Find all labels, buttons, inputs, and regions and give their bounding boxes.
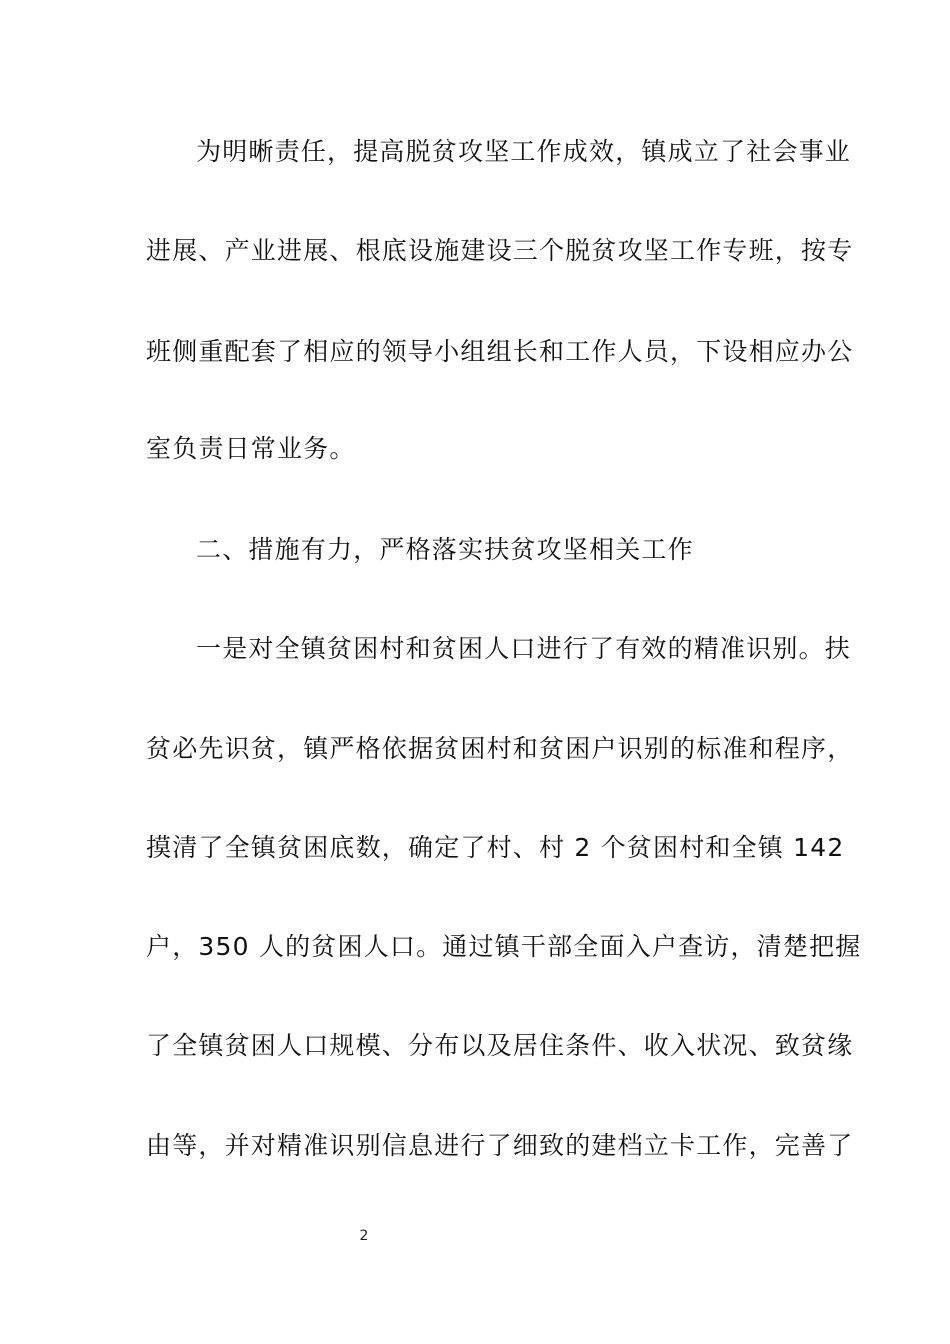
paragraph-line: 为明晰责任，提高脱贫攻坚工作成效，镇成立了社会事业 — [196, 137, 852, 166]
paragraph-line: 由等，并对精准识别信息进行了细致的建档立卡工作，完善了 — [146, 1131, 854, 1160]
paragraph-line: 室负责日常业务。 — [146, 434, 356, 463]
paragraph-line: 班侧重配套了相应的领导小组组长和工作人员，下设相应办公 — [146, 337, 854, 366]
paragraph-line: 一是对全镇贫困村和贫困人口进行了有效的精准识别。扶 — [196, 634, 852, 663]
paragraph-line: 户，350 人的贫困人口。通过镇干部全面入户查访，清楚把握 — [146, 932, 862, 961]
paragraph-line: 贫必先识贫，镇严格依据贫困村和贫困户识别的标准和程序， — [146, 734, 854, 763]
paragraph-line: 了全镇贫困人口规模、分布以及居住条件、收入状况、致贫缘 — [146, 1031, 854, 1060]
paragraph-line: 摸清了全镇贫困底数，确定了村、村 2 个贫困村和全镇 142 — [146, 833, 845, 862]
page-number: 2 — [359, 1228, 369, 1244]
paragraph-line: 进展、产业进展、根底设施建设三个脱贫攻坚工作专班，按专 — [146, 236, 854, 265]
section-heading: 二、措施有力，严格落实扶贫攻坚相关工作 — [196, 535, 694, 564]
